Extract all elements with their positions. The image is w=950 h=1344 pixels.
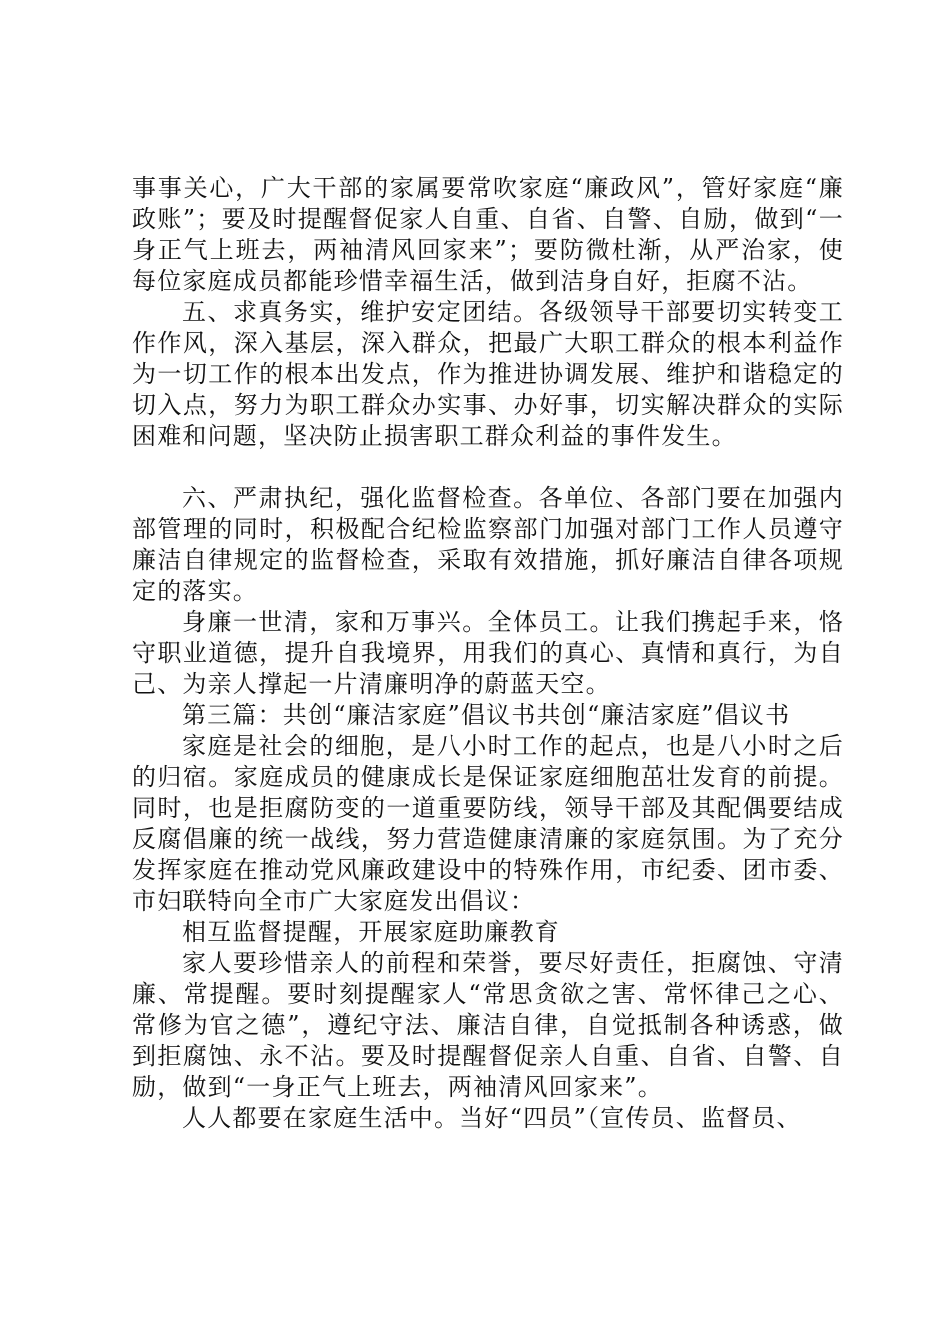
paragraph-four-roles: 人人都要在家庭生活中。当好“四员”（宣传员、监督员、 [182, 1104, 802, 1132]
document-body [132, 173, 844, 1134]
section-heading: 第三篇：共创“廉洁家庭”倡议书共创“廉洁家庭”倡议书 [182, 701, 791, 729]
paragraph-continuation: 事事关心，广大干部的家属要常吹家庭“廉政风”，管好家庭“廉政账”；要及时提醒督促家人自重、自省、自警、自励，做到“一身正气上班去，两袖清风回家来”；要防微杜渐，从严治家，使每位家庭成员都能珍惜幸福生活，做到洁身自好，拒腐不沾。 [132, 174, 844, 295]
paragraph-intro: 家庭是社会的细胞，是八小时工作的起点，也是八小时之后的归宿。家庭成员的健康成长是保证家庭细胞茁壮发育的前提。同时，也是拒腐防变的一道重要防线，领导干部及其配偶要结成反腐倡廉的统一战线，努力营造健康清廉的家庭氛围。为了充分发挥家庭在推动党风廉政建设中的特殊作用，市纪委、团市委、市妇联特向全市广大家庭发出倡议： [132, 732, 844, 915]
paragraph-family-supervision: 家人要珍惜亲人的前程和荣誉，要尽好责任，拒腐蚀、守清廉、常提醒。要时刻提醒家人“常思贪欲之害、常怀律己之心、常修为官之德”，遵纪守法、廉洁自律，自觉抵制各种诱惑，做到拒腐蚀、永不沾。要及时提醒督促亲人自重、自省、自警、自励，做到“一身正气上班去，两袖清风回家来”。 [132, 949, 844, 1101]
paragraph-spacer [132, 452, 844, 483]
paragraph-point-five: 五、求真务实，维护安定团结。各级领导干部要切实转变工作作风，深入基层，深入群众，把最广大职工群众的根本利益作为一切工作的根本出发点，作为推进协调发展、维护和谐稳定的切入点，努力为职工群众办实事、办好事，切实解决群众的实际困难和问题，坚决防止损害职工群众利益的事件发生。 [132, 298, 844, 450]
paragraph-closing: 身廉一世清，家和万事兴。全体员工。让我们携起手来，恪守职业道德，提升自我境界，用我们的真心、真情和真行，为自己、为亲人撑起一片清廉明净的蔚蓝天空。 [132, 608, 844, 698]
paragraph-point-six: 六、严肃执纪，强化监督检查。各单位、各部门要在加强内部管理的同时，积极配合纪检监察部门加强对部门工作人员遵守廉洁自律规定的监督检查，采取有效措施，抓好廉洁自律各项规定的落实。 [132, 484, 844, 605]
paragraph-subheading: 相互监督提醒，开展家庭助廉教育 [182, 918, 560, 946]
